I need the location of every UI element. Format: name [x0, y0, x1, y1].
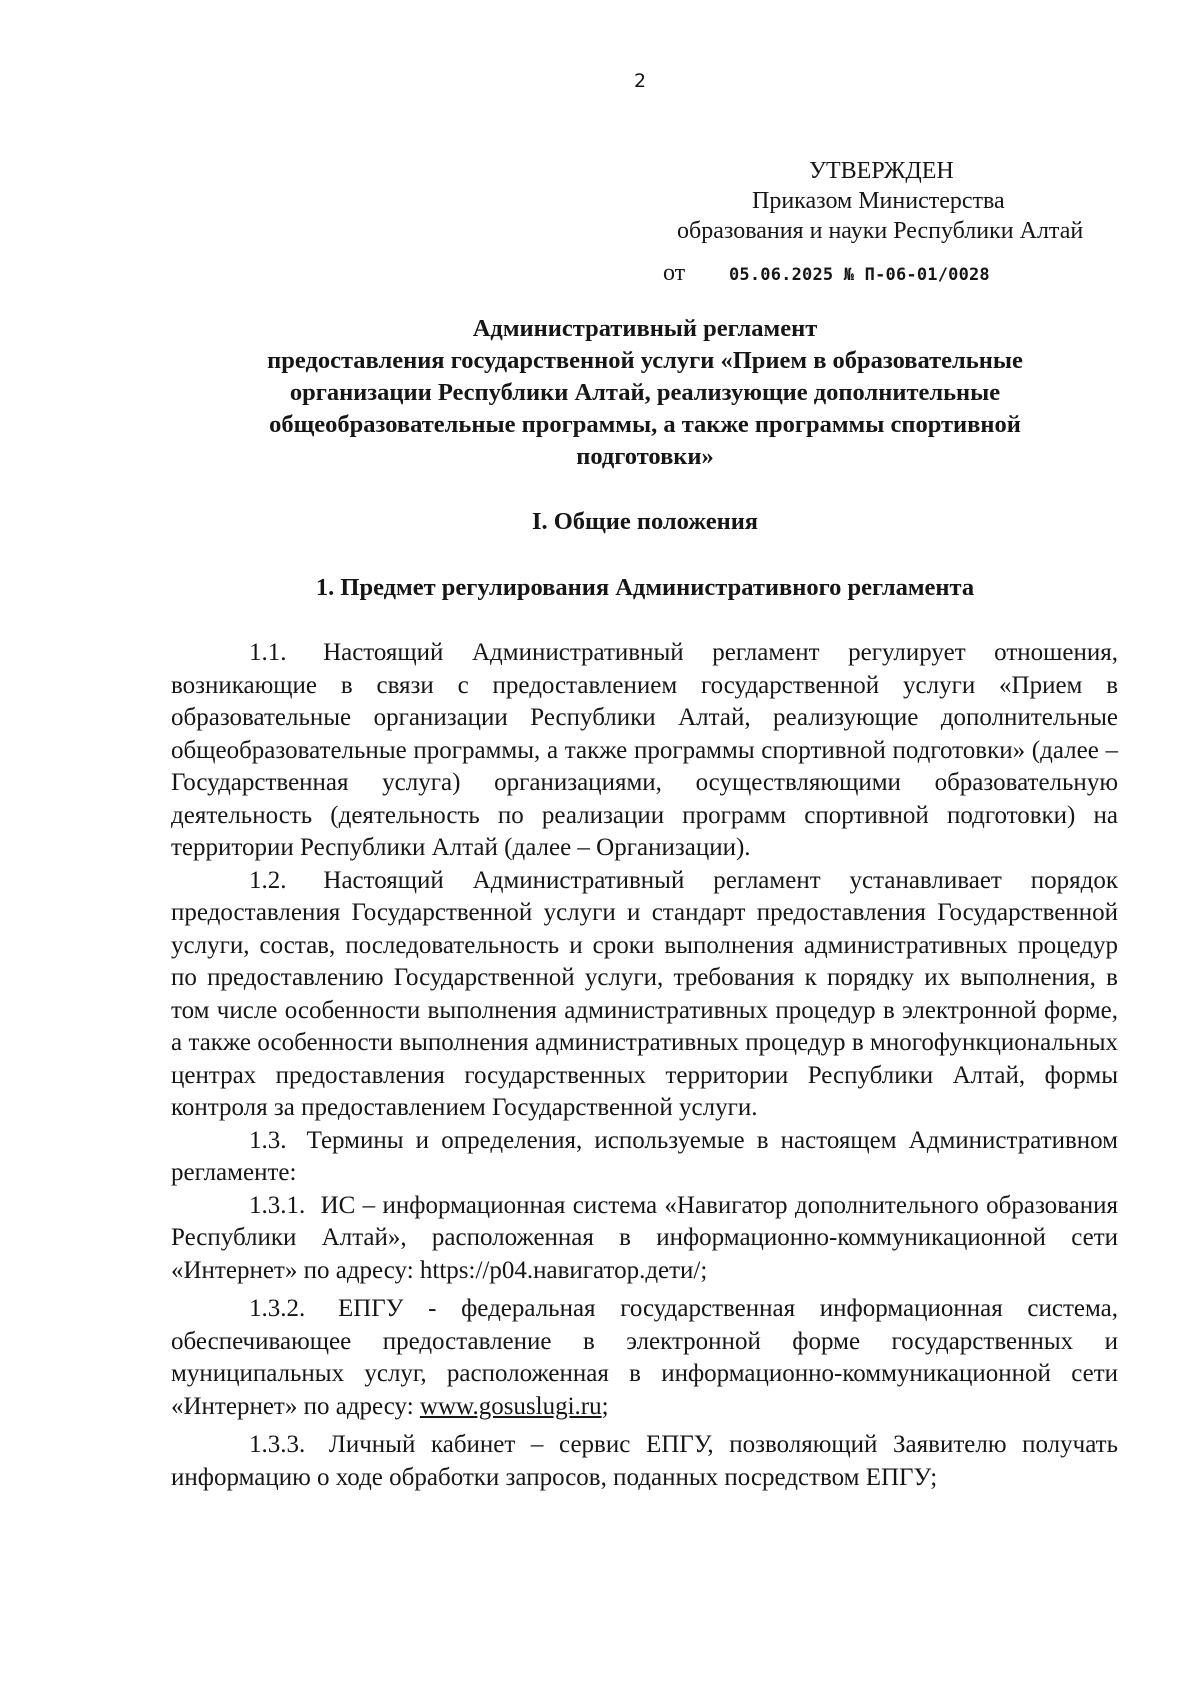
paragraph-text: ЕПГУ - федеральная государственная информационная система, обеспечивающее предоставление в электронной форме государственных и муниципальных услуг, расположенная в информационно-коммуникационной сети «Интернет» по адресу:	[171, 1295, 1119, 1420]
document-title-line: общеобразовательные программы, а также программы спортивной	[269, 411, 1021, 438]
paragraph-text: Настоящий Административный регламент устанавливает порядок предоставления Государственной услуги и стандарт предоставления Государственной услуги, состав, последовательность и сроки выполнения административных процедур по предоставлению Государственной услуги, требования к порядку их выполнения, в том числе особенности выполнения административных процедур в электронной форме, а также особенности выполнения административных процедур в многофункциональных центрах предоставления государственных территории Республики Алтай, формы контроля за предоставлением Государственной услуги.	[171, 866, 1118, 1121]
paragraph-text-end: ;	[601, 1392, 609, 1420]
document-title-line: организации Республики Алтай, реализующие дополнительные	[289, 379, 1001, 406]
document-title-line: подготовки»	[576, 443, 714, 470]
paragraph-1-3-1	[171, 1190, 1118, 1288]
paragraph-1-2	[171, 865, 1118, 1125]
approval-block	[600, 156, 1120, 290]
approval-date-prefix: от	[663, 260, 686, 286]
paragraph-1-3	[171, 1125, 1118, 1190]
paragraph-number: 1.3.2.	[249, 1295, 306, 1322]
approval-date-row	[600, 258, 1120, 290]
approval-date-number: 05.06.2025 № П-06-01/0028	[729, 265, 990, 285]
approval-authority-line1: Приказом Министерства	[752, 188, 1005, 214]
approval-authority-line2: образования и науки Республики Алтай	[677, 218, 1084, 244]
document-title-line: предоставления государственной услуги «Прием в образовательные	[267, 347, 1023, 374]
section-heading: I. Общие положения	[531, 508, 759, 535]
paragraph-1-3-2	[171, 1293, 1118, 1423]
paragraph-text: Термины и определения, используемые в настоящем Административном регламенте:	[171, 1126, 1119, 1186]
document-body	[171, 637, 1118, 1494]
paragraph-number: 1.2.	[249, 866, 287, 894]
paragraph-text: Личный кабинет – сервис ЕПГУ, позволяющий Заявителю получать информацию о ходе обработки запросов, поданных посредством ЕПГУ;	[171, 1431, 1119, 1491]
document-title-line: Административный регламент	[472, 315, 818, 342]
paragraph-number: 1.3.3.	[249, 1431, 306, 1458]
subsection-heading: 1. Предмет регулирования Административного регламента	[315, 574, 975, 601]
paragraph-text: ИС – информационная система «Навигатор дополнительного образования Республики Алтай», расположенная в информационно-коммуникационной сети «Интернет» по адресу: https://p04.навигатор.дети/;	[171, 1191, 1119, 1284]
document-title	[150, 313, 1140, 473]
paragraph-number: 1.3.1.	[249, 1191, 306, 1219]
paragraph-number: 1.3.	[249, 1126, 287, 1154]
paragraph-1-3-3	[171, 1429, 1118, 1494]
paragraph-1-1	[171, 637, 1118, 865]
approval-status: УТВЕРЖДЕН	[809, 158, 954, 184]
page-number: 2	[633, 70, 647, 92]
gosuslugi-link[interactable]: www.gosuslugi.ru	[419, 1392, 602, 1420]
paragraph-number: 1.1.	[249, 639, 287, 666]
paragraph-text: Настоящий Административный регламент регулирует отношения, возникающие в связи с предоставлением государственной услуги «Прием в образовательные организации Республики Алтай, реализующие дополнительные общеобразовательные программы, а также программы спортивной подготовки» (далее – Государственная услуга) организациями, осуществляющими образовательную деятельность (деятельность по реализации программ спортивной подготовки) на территории Республики Алтай (далее – Организации).	[171, 639, 1119, 861]
